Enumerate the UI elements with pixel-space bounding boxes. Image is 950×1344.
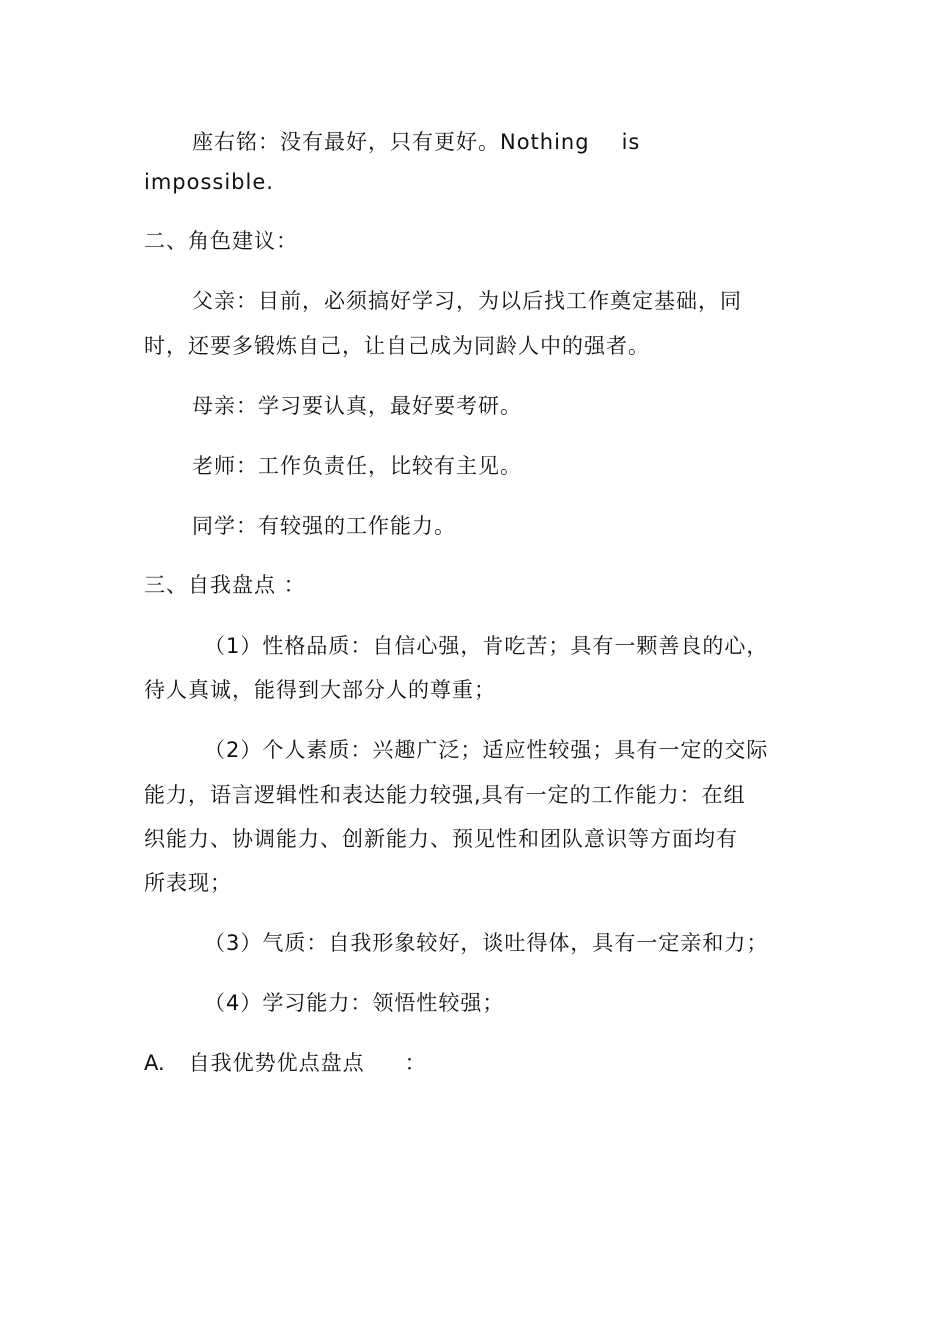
section-a-colon: ： xyxy=(404,1051,427,1075)
classmate-advice: 同学：有较强的工作能力。 xyxy=(192,514,456,538)
self-review-item-2-line-3: 织能力、协调能力、创新能力、预见性和团队意识等方面均有 xyxy=(144,827,738,851)
self-review-item-2-line-2: 能力，语言逻辑性和表达能力较强,具有一定的工作能力：在组 xyxy=(144,783,746,807)
section-2-heading: 二、角色建议： xyxy=(144,229,298,253)
self-review-item-3: （3）气质：自我形象较好，谈吐得体，具有一定亲和力； xyxy=(204,931,769,955)
self-review-item-1-line-1: （1）性格品质：自信心强，肯吃苦；具有一颗善良的心， xyxy=(204,634,769,658)
self-review-item-2-line-1: （2）个人素质：兴趣广泛；适应性较强；具有一定的交际 xyxy=(204,738,769,762)
motto-text: 座右铭：没有最好，只有更好。Nothing xyxy=(192,130,590,154)
father-advice-line-2: 时，还要多锻炼自己，让自己成为同龄人中的强者。 xyxy=(144,334,650,358)
section-a-marker: A. xyxy=(144,1051,165,1075)
motto-text-suffix: is xyxy=(621,130,641,154)
self-review-item-1-line-2: 待人真诚，能得到大部分人的尊重； xyxy=(144,678,496,702)
section-3-heading: 三、自我盘点 ： xyxy=(144,573,306,597)
motto-line-1 xyxy=(192,128,640,156)
mother-advice: 母亲：学习要认真，最好要考研。 xyxy=(192,394,522,418)
section-a-heading xyxy=(144,1049,427,1077)
self-review-item-2-line-4: 所表现； xyxy=(144,871,232,895)
father-advice-line-1: 父亲：目前，必须搞好学习，为以后找工作奠定基础，同 xyxy=(192,289,742,313)
self-review-item-4: （4）学习能力：领悟性较强； xyxy=(204,991,505,1015)
section-a-title: 自我优势优点盘点 xyxy=(188,1051,365,1075)
motto-line-2: impossible. xyxy=(144,170,274,194)
teacher-advice: 老师：工作负责任，比较有主见。 xyxy=(192,454,522,478)
